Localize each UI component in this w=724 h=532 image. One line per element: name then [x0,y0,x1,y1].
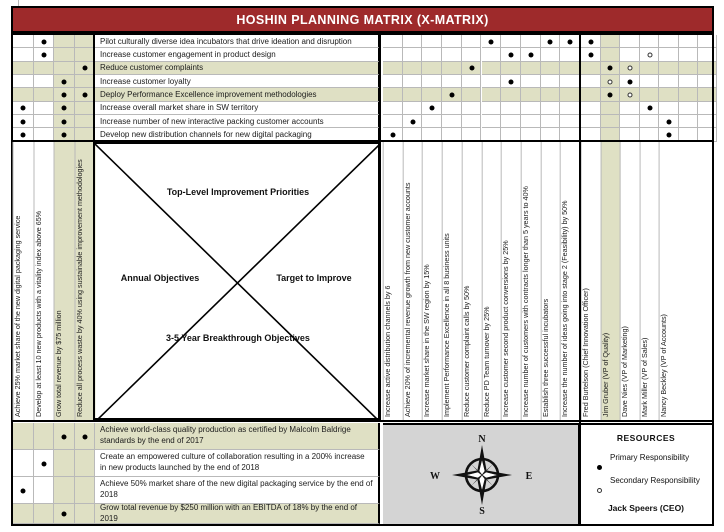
responsibility-mark [608,79,613,84]
grid-cell-person [659,102,679,115]
grid-cell-bt-priority [75,477,96,504]
divider-left-center [93,33,95,422]
page-title: HOSHIN PLANNING MATRIX (X-MATRIX) [11,6,714,33]
grid-cell-bt-priority [54,450,75,477]
grid-cell-target [482,62,502,75]
grid-cell-bt-priority [54,477,75,504]
grid-cell-person [581,62,601,75]
grid-cell-extra [698,102,717,115]
responsibility-mark [588,53,593,58]
grid-cell-target [521,62,541,75]
responsibility-mark [667,119,672,124]
target-to-improve-label: Increase customer second product conversions by 25% [501,142,521,420]
grid-cell-priority [75,48,96,61]
quadrant-left-label: Annual Objectives [120,273,200,283]
compass-rose-icon [426,433,538,517]
divider-under-title [11,33,714,35]
grid-cell-person [601,102,621,115]
grid-cell-priority [13,75,34,88]
responsibility-mark [528,53,533,58]
grid-cell-target [422,115,442,128]
breakthrough-objective-row: Grow total revenue by $250 million with an EBITDA of 18% by the end of 2019 [95,504,380,524]
annual-objective-row: Pilot culturally diverse idea incubators that drive ideation and disruption [95,35,380,48]
responsibility-mark [41,461,46,466]
responsibility-mark [608,93,613,98]
grid-cell-target [403,48,423,61]
responsibility-mark [509,79,514,84]
responsibility-mark [21,488,26,493]
grid-cell-target [442,48,462,61]
divider-bottom-band [11,420,714,422]
responsibility-mark [410,119,415,124]
grid-cell-target [403,35,423,48]
grid-cell-target [482,75,502,88]
grid-cell-person [581,75,601,88]
grid-cell-target [442,75,462,88]
grid-cell-target [501,88,521,101]
grid-cell-priority [13,88,34,101]
grid-cell-person [659,48,679,61]
quadrant-right-label: Target to Improve [276,273,352,283]
grid-cell-person [581,115,601,128]
responsibility-mark [390,133,395,138]
responsibility-mark [21,106,26,111]
grid-cell-target [442,35,462,48]
compass-north-label: N [478,434,486,445]
resources-legend-panel [580,423,712,524]
responsibility-mark [41,53,46,58]
resource-person-label: Jim Gruber (VP of Quality) [601,142,621,420]
grid-cell-target [383,48,403,61]
grid-cell-target [383,75,403,88]
responsibility-mark [647,106,652,111]
responsibility-mark [41,39,46,44]
grid-cell-target [383,102,403,115]
grid-cell-extra [679,35,698,48]
grid-cell-target [521,35,541,48]
responsibility-mark [62,512,67,517]
responsibility-mark [489,39,494,44]
divider-target-people [579,33,581,524]
grid-cell-target [403,62,423,75]
responsibility-mark [82,434,87,439]
grid-cell-extra [679,62,698,75]
grid-cell-person [601,48,621,61]
compass-panel [383,423,580,524]
grid-cell-person [601,35,621,48]
grid-cell-target [482,115,502,128]
primary-responsibility-label: Primary Responsibility [610,453,690,462]
grid-cell-person [659,88,679,101]
grid-cell-extra [698,88,717,101]
grid-cell-person [581,102,601,115]
top-level-priority-label: Develop at least 10 new products with a vitality index above 65% [34,142,55,420]
grid-cell-extra [679,88,698,101]
grid-cell-priority [34,115,55,128]
grid-cell-bt-priority [75,450,96,477]
grid-cell-person [601,115,621,128]
responsibility-mark [449,93,454,98]
grid-cell-priority [54,62,75,75]
grid-cell-target [482,102,502,115]
grid-cell-target [541,62,561,75]
grid-cell-target [560,102,580,115]
grid-cell-person [620,48,640,61]
grid-cell-priority [13,35,34,48]
responsibility-mark [647,53,652,58]
responsibility-mark [62,434,67,439]
x-diagram [95,142,380,420]
grid-cell-extra [698,35,717,48]
grid-cell-priority [34,62,55,75]
grid-cell-person [640,62,660,75]
grid-cell-target [422,62,442,75]
grid-cell-target [501,115,521,128]
grid-cell-target [521,75,541,88]
responsibility-mark [469,66,474,71]
target-to-improve-label: Increase market share in the SW region by 15% [422,142,442,420]
grid-cell-target [462,75,482,88]
grid-cell-person [640,88,660,101]
annual-objective-row: Deploy Performance Excellence improvement methodologies [95,88,380,101]
grid-cell-priority [34,75,55,88]
grid-cell-target [541,48,561,61]
responsibility-mark [62,133,67,138]
grid-cell-person [620,102,640,115]
grid-cell-extra [679,48,698,61]
grid-cell-bt-priority [13,504,34,524]
grid-cell-priority [34,88,55,101]
resource-person-label: Nancy Beckley (VP of Accounts) [659,142,679,420]
quadrant-bottom-label: 3-5 Year Breakthrough Objectives [166,333,310,343]
grid-cell-target [501,62,521,75]
grid-cell-person [640,115,660,128]
responsibility-mark [628,79,633,84]
grid-cell-priority [75,115,96,128]
top-level-priority-label: Reduce all process waste by 40% using sustainable improvement methodologies [75,142,96,420]
grid-cell-target [560,115,580,128]
grid-cell-target [541,75,561,88]
grid-cell-person [659,35,679,48]
grid-cell-bt-priority [13,423,34,450]
annual-objective-row: Reduce customer complaints [95,62,380,75]
grid-cell-target [521,102,541,115]
grid-cell-bt-priority [34,504,55,524]
secondary-responsibility-label: Secondary Responsibility [610,476,700,485]
grid-cell-bt-priority [34,477,55,504]
grid-cell-target [482,48,502,61]
compass-south-label: S [479,506,485,517]
responsibility-mark [667,133,672,138]
responsibility-mark [588,39,593,44]
grid-cell-priority [54,35,75,48]
responsibility-mark [430,106,435,111]
grid-cell-target [560,48,580,61]
annual-objective-row: Increase customer loyalty [95,75,380,88]
target-to-improve-label: Increase the number of ideas going into stage 2 (Feasibility) by 50% [560,142,580,420]
grid-cell-extra [698,75,717,88]
annual-objective-row: Increase customer engagement in product design [95,48,380,61]
target-to-improve-label: Increase number of customers with contracts longer than 5 years to 40% [521,142,541,420]
responsibility-mark [509,53,514,58]
responsibility-mark [608,66,613,71]
grid-cell-target [383,115,403,128]
grid-cell-priority [34,102,55,115]
annual-objective-row: Develop new distribution channels for new digital packaging [95,128,380,141]
grid-cell-target [521,88,541,101]
responsibility-mark [568,39,573,44]
ceo-label: Jack Speers (CEO) [607,503,685,513]
target-to-improve-label: Implement Performance Excellence in all 8 business units [442,142,462,420]
resource-person-label: Dave Nies (VP of Marketing) [620,142,640,420]
grid-cell-person [659,75,679,88]
breakthrough-objective-row: Achieve world-class quality production as certified by Malcolm Baldrige standards by the end of 2017 [95,423,380,450]
top-level-priority-label: Grow total revenue by $75 million [54,142,75,420]
grid-cell-target [462,48,482,61]
divider-center-right [379,33,381,422]
annual-objective-row: Increase overall market share in SW territory [95,102,380,115]
target-to-improve-label: Achieve 20% of incremental revenue growth from new customer accounts [403,142,423,420]
grid-cell-target [462,88,482,101]
grid-cell-bt-priority [34,423,55,450]
secondary-responsibility-icon [597,480,602,498]
grid-cell-extra [679,115,698,128]
responsibility-mark [62,93,67,98]
grid-cell-person [640,35,660,48]
grid-cell-target [541,102,561,115]
grid-cell-target [541,88,561,101]
breakthrough-objective-row: Achieve 50% market share of the new digital packaging service by the end of 2018 [95,477,380,504]
grid-cell-target [383,88,403,101]
divider-top-band [11,140,714,142]
target-to-improve-label: Reduce customer complaint calls by 50% [462,142,482,420]
top-level-priority-label: Achieve 25% market share of the new digital packaging service [13,142,34,420]
grid-cell-target [403,75,423,88]
frame-right-edge [712,33,714,524]
grid-cell-target [422,35,442,48]
annual-objective-row: Increase number of new interactive packing customer accounts [95,115,380,128]
grid-cell-target [422,88,442,101]
grid-cell-extra [698,115,717,128]
grid-cell-target [462,35,482,48]
grid-cell-target [442,115,462,128]
grid-cell-target [560,88,580,101]
grid-cell-priority [13,62,34,75]
grid-cell-person [620,115,640,128]
grid-cell-bt-priority [13,450,34,477]
grid-cell-target [462,115,482,128]
primary-responsibility-icon [597,457,602,475]
grid-cell-bt-priority [75,504,96,524]
resource-person-label: Mark Miller (VP of Sales) [640,142,660,420]
grid-cell-target [403,102,423,115]
resource-person-label: Fred Burtelson (Chief Innovation Officer) [581,142,601,420]
target-to-improve-label: Increase active distribution channels by 6 [383,142,403,420]
grid-cell-target [560,75,580,88]
grid-cell-priority [75,75,96,88]
responsibility-mark [82,93,87,98]
responsibility-mark [62,79,67,84]
grid-cell-target [482,88,502,101]
grid-cell-extra [698,62,717,75]
quadrant-top-label: Top-Level Improvement Priorities [166,187,310,197]
responsibility-mark [628,66,633,71]
grid-cell-priority [75,102,96,115]
grid-cell-target [442,102,462,115]
grid-cell-person [659,62,679,75]
grid-cell-target [501,35,521,48]
grid-cell-target [383,35,403,48]
grid-cell-priority [75,35,96,48]
grid-cell-target [560,62,580,75]
responsibility-mark [628,93,633,98]
grid-cell-target [501,102,521,115]
target-to-improve-label: Establish three successful incubators [541,142,561,420]
grid-cell-target [462,102,482,115]
grid-cell-target [541,115,561,128]
responsibility-mark [548,39,553,44]
grid-cell-target [442,62,462,75]
grid-cell-target [422,75,442,88]
grid-cell-priority [54,48,75,61]
grid-cell-target [521,115,541,128]
responsibility-mark [82,66,87,71]
grid-cell-extra [679,102,698,115]
compass-west-label: W [430,471,440,482]
grid-cell-extra [698,48,717,61]
grid-cell-target [403,88,423,101]
compass-east-label: E [525,471,533,482]
grid-cell-person [640,75,660,88]
target-to-improve-label: Reduce PD Team turnover by 25% [482,142,502,420]
responsibility-mark [21,133,26,138]
grid-cell-priority [13,48,34,61]
responsibility-mark [62,106,67,111]
breakthrough-objective-row: Create an empowered culture of collaboration resulting in a 200% increase in new products launched by the end of 2018 [95,450,380,477]
grid-cell-target [383,62,403,75]
resources-legend-title: RESOURCES [616,433,676,443]
responsibility-mark [62,119,67,124]
grid-cell-person [581,88,601,101]
grid-cell-target [422,48,442,61]
grid-cell-extra [679,75,698,88]
responsibility-mark [21,119,26,124]
grid-cell-person [620,35,640,48]
